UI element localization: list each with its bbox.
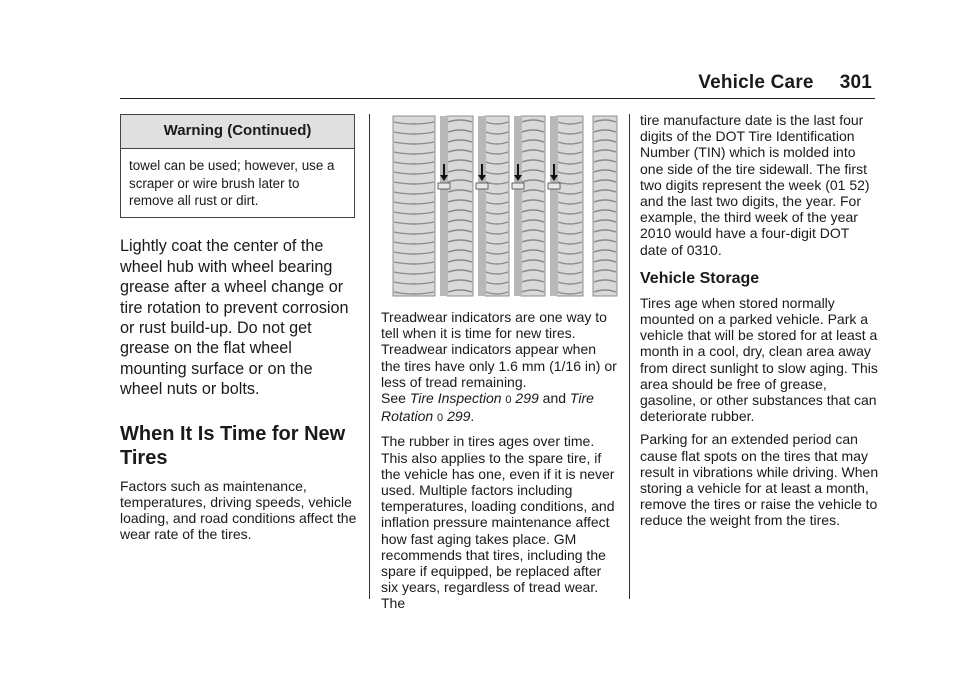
storage-paragraph-2: Parking for an extended period can cause flat spots on the tires that may result in vibrations while driving. When storing a vehicle for at least a month, remove the tires or raise the vehicle to reduce the weight from the tires. (640, 431, 879, 529)
column-3 (640, 112, 880, 536)
page-number: 301 (839, 72, 872, 93)
warning-box (120, 114, 355, 218)
treadwear-text: Treadwear indicators are one way to tell when it is time for new tires. Treadwear indicators appear when the tires have only 1.6 mm (1/16 in) or less of tread remaining. (381, 309, 617, 390)
column-divider-1 (369, 114, 370, 599)
wheel-hub-paragraph: Lightly coat the center of the wheel hub with wheel bearing grease after a wheel change or tire rotation to prevent corrosion or rust build-up. Do not get grease on the flat wheel mounting surface or on the wheel nuts or bolts. (120, 237, 349, 399)
storage-paragraph-1: Tires age when stored normally mounted on a parked vehicle. Park a vehicle that will be stored for at least a month in a cool, dry, clean area away from direct sunlight to slow aging. This area should be free of grease, gasoline, or other substances that can deteriorate rubber. (640, 294, 878, 425)
warning-body: towel can be used; however, use a scraper or wire brush later to remove all rust or dirt. (129, 158, 335, 209)
vehicle-storage-heading: Vehicle Storage (640, 269, 760, 287)
column-1 (120, 114, 358, 549)
xref-arrow-icon: 0 (505, 394, 512, 407)
wear-factors-paragraph: Factors such as maintenance, temperatures, driving speeds, vehicle loading, and road conditions affect the wear rate of the tires. (120, 477, 357, 543)
xref-tire-inspection[interactable]: Tire Inspection (409, 390, 502, 407)
warning-title: Warning (Continued) (121, 115, 354, 149)
xref-tire-rotation-page[interactable]: 299 (447, 408, 471, 425)
tire-tread-indicator-illustration (381, 114, 619, 299)
header-rule (120, 98, 875, 99)
and-word: and (542, 390, 567, 407)
xref-arrow-icon: 0 (437, 412, 444, 425)
dot-date-paragraph: tire manufacture date is the last four digits of the DOT Tire Identification Number (TIN) which is molded into one side of the tire sidewall. The first two digits represent the week (01 52) and the last two digits, the year. For example, the third week of the year 2010 would have a four-digit DOT date of 0310. (640, 112, 870, 258)
section-title: Vehicle Care (698, 72, 814, 93)
column-divider-2 (629, 114, 630, 599)
column-2 (381, 114, 619, 619)
xref-tire-rotation[interactable]: Tire Rotation (381, 390, 594, 425)
new-tires-heading: When It Is Time for New Tires (120, 422, 346, 469)
treadwear-paragraph: Treadwear indicators are one way to tell when it is time for new tires. Treadwear indicators appear when the tires have only 1.6 mm (1/16 in) or less of tread remaining. See Tire Inspection 0 299 and Tire Rotation 0 299. (381, 309, 617, 425)
page-header (698, 72, 872, 94)
see-word: See (381, 390, 406, 407)
tire-aging-paragraph: The rubber in tires ages over time. This also applies to the spare tire, if the vehicle has one, even if it is never used. Multiple factors including temperatures, loading conditions, and inflation pressure maintenance affect how fast aging takes place. GM recommends that tires, including the spare if equipped, be replaced after six years, regardless of tread wear. The (381, 433, 615, 612)
xref-tire-inspection-page[interactable]: 299 (515, 390, 539, 407)
